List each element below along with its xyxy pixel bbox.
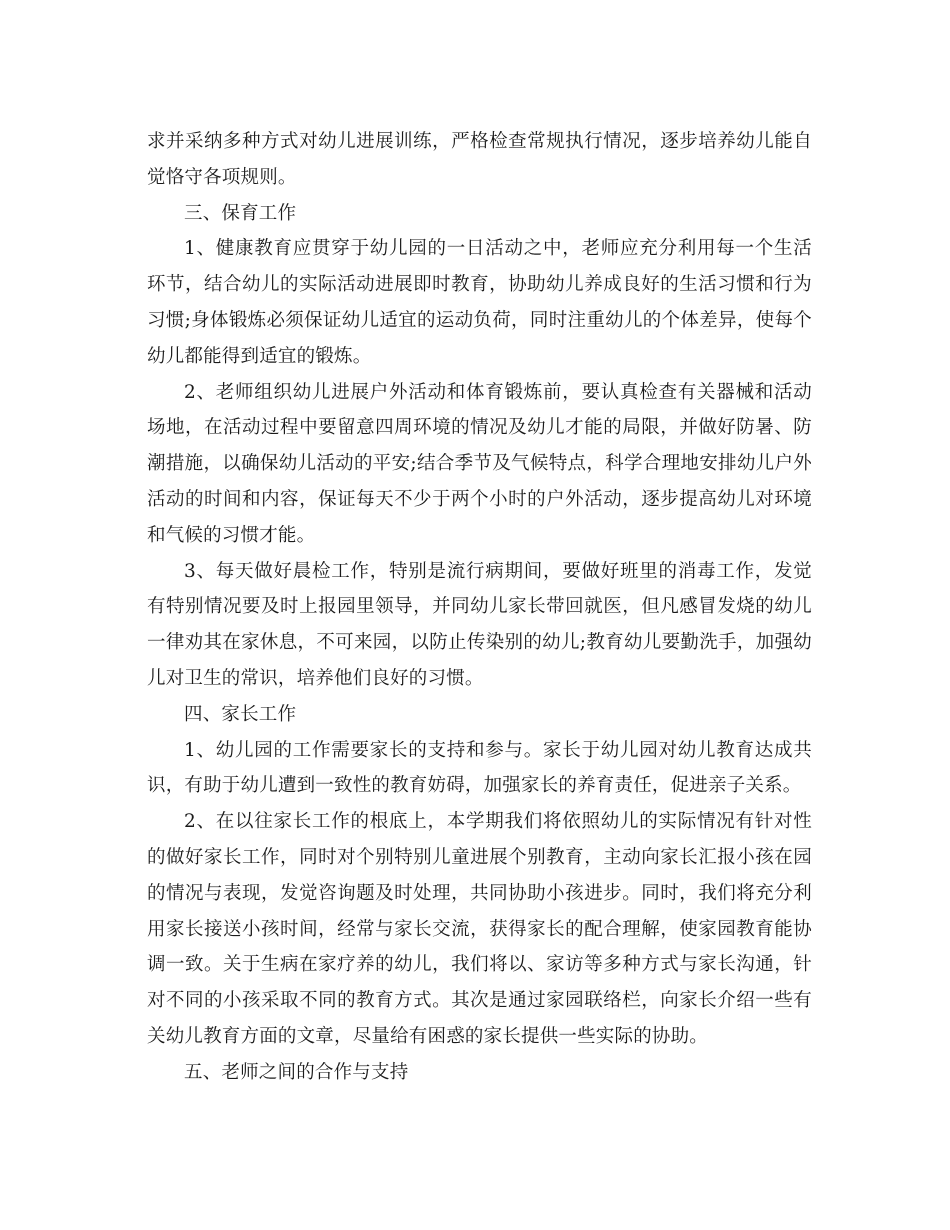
section-heading-5: 五、老师之间的合作与支持 [184, 1061, 409, 1083]
section-heading-3: 三、保育工作 [184, 202, 297, 224]
paragraph-parent-support: 1、幼儿园的工作需要家长的支持和参与。家长于幼儿园对幼儿教育达成共识，有助于幼儿遭到一致性的教育妨碍，加强家长的养育责任，促进亲子关系。 [147, 739, 812, 797]
paragraph-morning-check: 3、每天做好晨检工作，特别是流行病期间，要做好班里的消毒工作，发觉有特别情况要及时上报园里领导，并同幼儿家长带回就医，但凡感冒发烧的幼儿一律劝其在家休息，不可来园，以防止传染别的幼儿;教育幼儿要勤洗手，加强幼儿对卫生的常识，培养他们良好的习惯。 [147, 560, 812, 689]
paragraph-outdoor-activity: 2、老师组织幼儿进展户外活动和体育锻炼前，要认真检查有关器械和活动场地，在活动过程中要留意四周环境的情况及幼儿才能的局限，并做好防暑、防潮措施，以确保幼儿活动的平安;结合季节及气候特点，科学合理地安排幼儿户外活动的时间和内容，保证每天不少于两个小时的户外活动，逐步提高幼儿对环境和气候的习惯才能。 [147, 381, 812, 546]
document-body [147, 124, 812, 1091]
paragraph-health-education: 1、健康教育应贯穿于幼儿园的一日活动之中，老师应充分利用每一个生活环节，结合幼儿的实际活动进展即时教育，协助幼儿养成良好的生活习惯和行为习惯;身体锻炼必须保证幼儿适宜的运动负荷，同时注重幼儿的个体差异，使每个幼儿都能得到适宜的锻炼。 [147, 238, 812, 367]
paragraph-continuation: 求并采纳多种方式对幼儿进展训练，严格检查常规执行情况，逐步培养幼儿能自觉恪守各项规则。 [147, 131, 812, 188]
section-heading-4: 四、家长工作 [184, 703, 297, 725]
paragraph-parent-work: 2、在以往家长工作的根底上，本学期我们将依照幼儿的实际情况有针对性的做好家长工作，同时对个别特别儿童进展个别教育，主动向家长汇报小孩在园的情况与表现，发觉咨询题及时处理，共同协助小孩进步。同时，我们将充分利用家长接送小孩时间，经常与家长交流，获得家长的配合理解，使家园教育能协调一致。关于生病在家疗养的幼儿，我们将以、家访等多种方式与家长沟通，针对不同的小孩采取不同的教育方式。其次是通过家园联络栏，向家长介绍一些有关幼儿教育方面的文章，尽量给有困惑的家长提供一些实际的协助。 [147, 811, 812, 1047]
